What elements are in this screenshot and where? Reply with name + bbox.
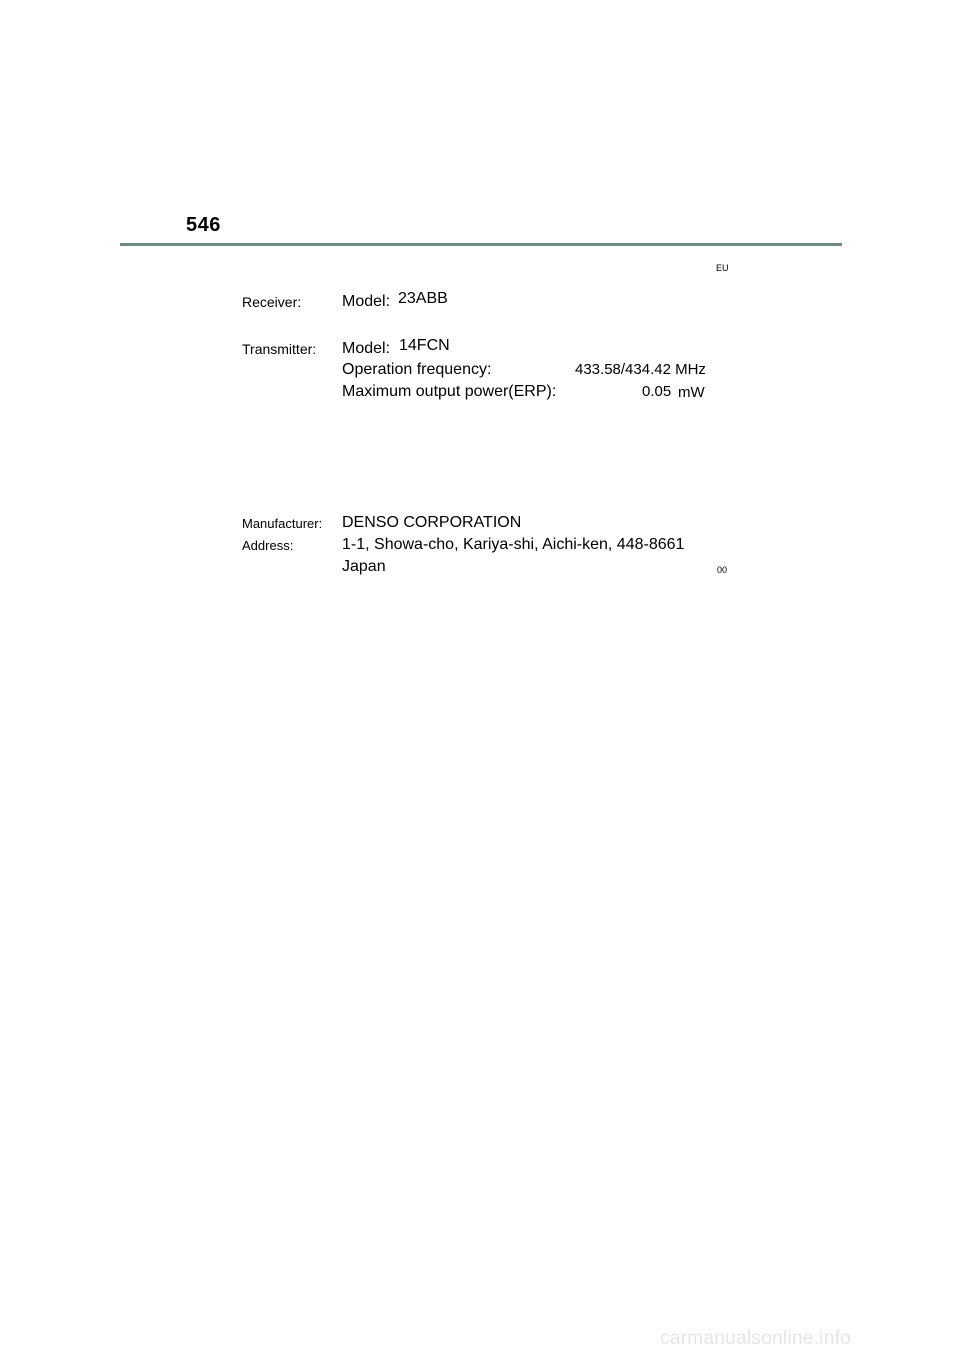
page-number: 546 [186,214,221,236]
frequency-value: 433.58/434.42 MHz [575,361,706,378]
receiver-model-value: 23ABB [398,290,448,307]
manufacturer-value: DENSO CORPORATION [342,514,522,531]
transmitter-model-label: Model: [342,340,391,357]
transmitter-label: Transmitter: [242,341,317,357]
address-label: Address: [242,538,294,553]
frequency-label: Operation frequency: [342,361,492,378]
power-unit: mW [678,384,705,401]
power-label: Maximum output power(ERP): [342,383,557,400]
address-line2: Japan [342,558,386,575]
footer-code: 00 [717,565,728,575]
address-line1: 1-1, Showa-cho, Kariya-shi, Aichi-ken, 448-8661 [342,536,685,553]
header-rule [120,243,842,246]
region-code: EU [716,263,729,273]
receiver-model-label: Model: [342,293,391,310]
manufacturer-label: Manufacturer: [242,516,323,531]
power-value: 0.05 [642,383,672,400]
transmitter-model-value: 14FCN [399,337,450,354]
receiver-label: Receiver: [242,294,302,310]
watermark: carmanualsonline.info [660,1328,852,1349]
